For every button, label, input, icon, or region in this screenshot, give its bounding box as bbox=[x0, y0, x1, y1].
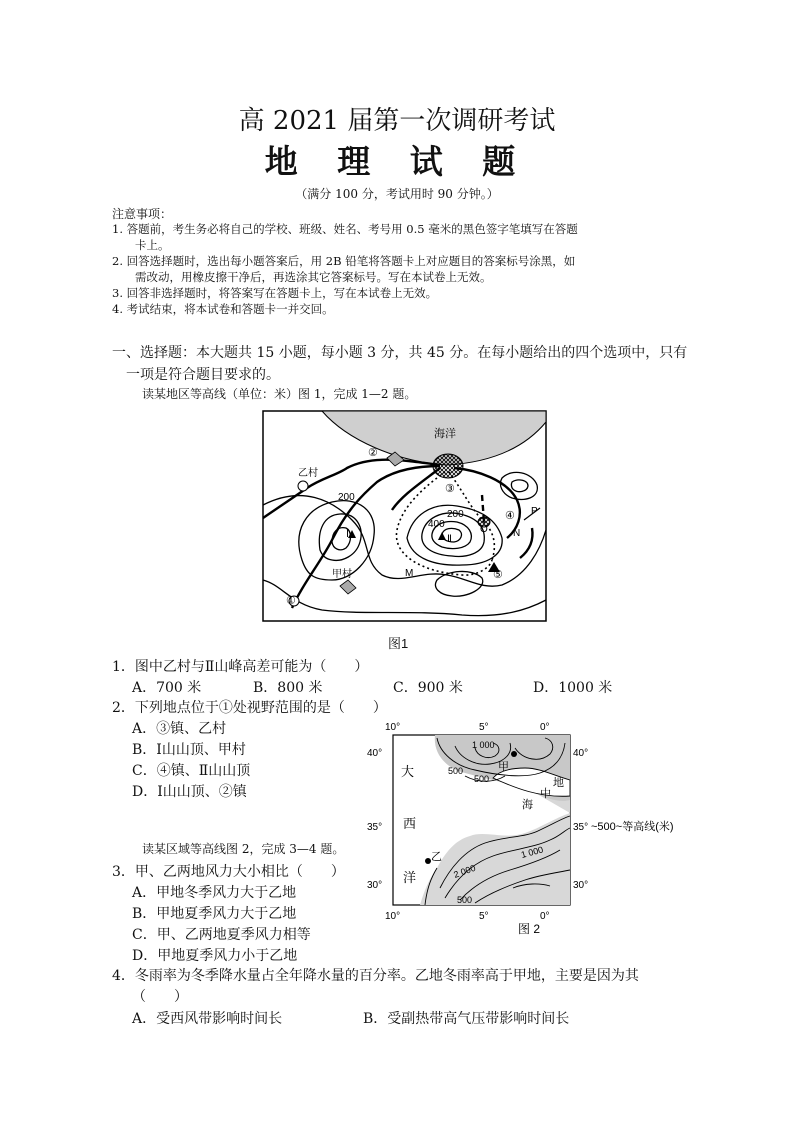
question-4-stem-cont: （ ） bbox=[132, 989, 188, 1005]
fig2-lat-40-right: 40° bbox=[573, 748, 589, 759]
q1-option-b: B．800 米 bbox=[253, 680, 323, 696]
q3-option-d: D．甲地夏季风力小于乙地 bbox=[132, 948, 298, 964]
q3-option-a: A．甲地冬季风力大于乙地 bbox=[132, 885, 297, 901]
section-heading-cont: 一项是符合题目要求的。 bbox=[126, 367, 280, 383]
fig1-marker-2: ② bbox=[368, 447, 378, 459]
fig1-label-O: O bbox=[480, 524, 488, 535]
question-2-stem: 2．下列地点位于①处视野范围的是（ ） bbox=[112, 700, 387, 716]
fig1-contour-200a: 200 bbox=[338, 492, 355, 503]
fig1-label-N: N bbox=[513, 528, 521, 539]
fig1-jia-village: 甲村 bbox=[332, 569, 352, 580]
fig2-lat-30-left: 30° bbox=[367, 880, 383, 891]
fig2-lon-5-top: 5° bbox=[479, 722, 489, 733]
fig2-lat-35-left: 35° bbox=[367, 822, 383, 833]
q3-option-b: B．甲地夏季风力大于乙地 bbox=[132, 906, 297, 922]
fig1-marker-3: ③ bbox=[445, 483, 455, 495]
fig2-label-hai: 海 bbox=[522, 799, 533, 811]
fig2-lon-0-bottom: 0° bbox=[540, 911, 550, 922]
read-instruction-2: 读某区域等高线图 2，完成 3—4 题。 bbox=[142, 842, 345, 856]
fig1-peak-2: Ⅱ bbox=[447, 534, 452, 545]
question-4-stem: 4．冬雨率为冬季降水量占全年降水量的百分率。乙地冬雨率高于甲地，主要是因为其 bbox=[112, 968, 639, 984]
fig1-contour-200b: 200 bbox=[447, 509, 464, 520]
fig2-label-di: 地 bbox=[553, 777, 564, 789]
fig2-lat-40-left: 40° bbox=[367, 748, 383, 759]
note-1: 1. 答题前，考生务必将自己的学校、班级、姓名、考号用 0.5 毫米的黑色签字笔填写在答题 bbox=[112, 222, 578, 236]
fig2-label-yang: 洋 bbox=[403, 870, 417, 885]
fig2-legend: ~500~等高线(米) bbox=[591, 821, 674, 833]
figure-1-caption: 图1 bbox=[388, 636, 409, 651]
fig1-label-P: P bbox=[531, 506, 538, 517]
q4-option-b: B．受副热带高气压带影响时间长 bbox=[363, 1011, 570, 1027]
exam-title: 高 2021 届第一次调研考试 bbox=[238, 106, 556, 136]
fig2-contour-500a: 500 bbox=[448, 766, 464, 776]
fig2-label-da: 大 bbox=[401, 764, 415, 779]
fig2-lon-5-bottom: 5° bbox=[479, 911, 489, 922]
read-instruction-1: 读某地区等高线（单位：米）图 1，完成 1—2 题。 bbox=[142, 387, 417, 401]
q2-option-a: A．③镇、乙村 bbox=[132, 721, 227, 737]
question-3-stem: 3．甲、乙两地风力大小相比（ ） bbox=[112, 864, 345, 880]
fig2-label-jia: 甲 bbox=[498, 761, 509, 773]
figure-2-caption: 图 2 bbox=[518, 922, 541, 936]
fig2-lat-30-right: 30° bbox=[573, 880, 589, 891]
q1-option-a: A．700 米 bbox=[132, 680, 202, 696]
fig2-label-zhong: 中 bbox=[540, 788, 551, 800]
fig1-ocean-label: 海洋 bbox=[434, 428, 456, 440]
fig2-contour-500b: 500 bbox=[474, 774, 490, 784]
note-3: 3. 回答非选择题时，将答案写在答题卡上，写在本试卷上无效。 bbox=[112, 286, 438, 300]
fig1-peak-1: Ⅰ bbox=[346, 529, 349, 540]
q4-option-a: A．受西风带影响时间长 bbox=[132, 1011, 283, 1027]
q3-option-c: C．甲、乙两地夏季风力相等 bbox=[132, 927, 311, 943]
fig2-contour-2000: 2 000 bbox=[452, 862, 477, 880]
note-1-cont: 卡上。 bbox=[135, 238, 170, 252]
q2-option-d: D．Ⅰ山山顶、②镇 bbox=[132, 784, 247, 800]
fig2-contour-1000b: 1 000 bbox=[519, 844, 545, 860]
fig1-contour-400: 400 bbox=[428, 519, 445, 530]
figure-1-contour-map bbox=[262, 410, 547, 622]
fig1-marker-5: ⑤ bbox=[493, 569, 503, 581]
fig2-lon-10-bottom: 10° bbox=[385, 911, 401, 922]
figure-2-contour-map bbox=[365, 718, 695, 940]
section-heading: 一、选择题：本大题共 15 小题，每小题 3 分，共 45 分。在每小题给出的四个选项中，只有 bbox=[112, 345, 688, 361]
fig2-lon-10-top: 10° bbox=[385, 722, 401, 733]
note-2: 2. 回答选择题时，选出每小题答案后，用 2B 铅笔将答题卡上对应题目的答案标号涂黑，如 bbox=[112, 254, 576, 268]
question-1-stem: 1．图中乙村与Ⅱ山峰高差可能为（ ） bbox=[112, 659, 369, 675]
fig2-contour-1000a: 1 000 bbox=[472, 740, 495, 750]
q1-option-d: D．1000 米 bbox=[533, 680, 613, 696]
fig2-label-yi: 乙 bbox=[431, 851, 442, 863]
fig2-label-xi: 西 bbox=[403, 816, 417, 831]
fig2-contour-500c: 500 bbox=[457, 895, 473, 905]
q2-option-b: B．Ⅰ山山顶、甲村 bbox=[132, 742, 246, 758]
fig1-yi-village: 乙村 bbox=[298, 468, 318, 479]
fig1-marker-1: ① bbox=[286, 595, 296, 607]
exam-subtitle: （满分 100 分，考试用时 90 分钟。） bbox=[295, 187, 499, 201]
fig1-label-M: M bbox=[405, 568, 414, 579]
fig1-marker-4: ④ bbox=[505, 510, 515, 522]
note-2-cont: 需改动，用橡皮擦干净后，再选涂其它答案标号。写在本试卷上无效。 bbox=[135, 270, 492, 284]
q1-option-c: C．900 米 bbox=[393, 680, 463, 696]
fig2-lat-35-right: 35° bbox=[573, 822, 589, 833]
fig2-lon-0-top: 0° bbox=[540, 722, 550, 733]
notes-heading: 注意事项： bbox=[112, 207, 173, 221]
subject-title: 地 理 试 题 bbox=[264, 142, 530, 181]
note-4: 4. 考试结束，将本试卷和答题卡一并交回。 bbox=[112, 302, 334, 316]
q2-option-c: C．④镇、Ⅱ山山顶 bbox=[132, 763, 251, 779]
